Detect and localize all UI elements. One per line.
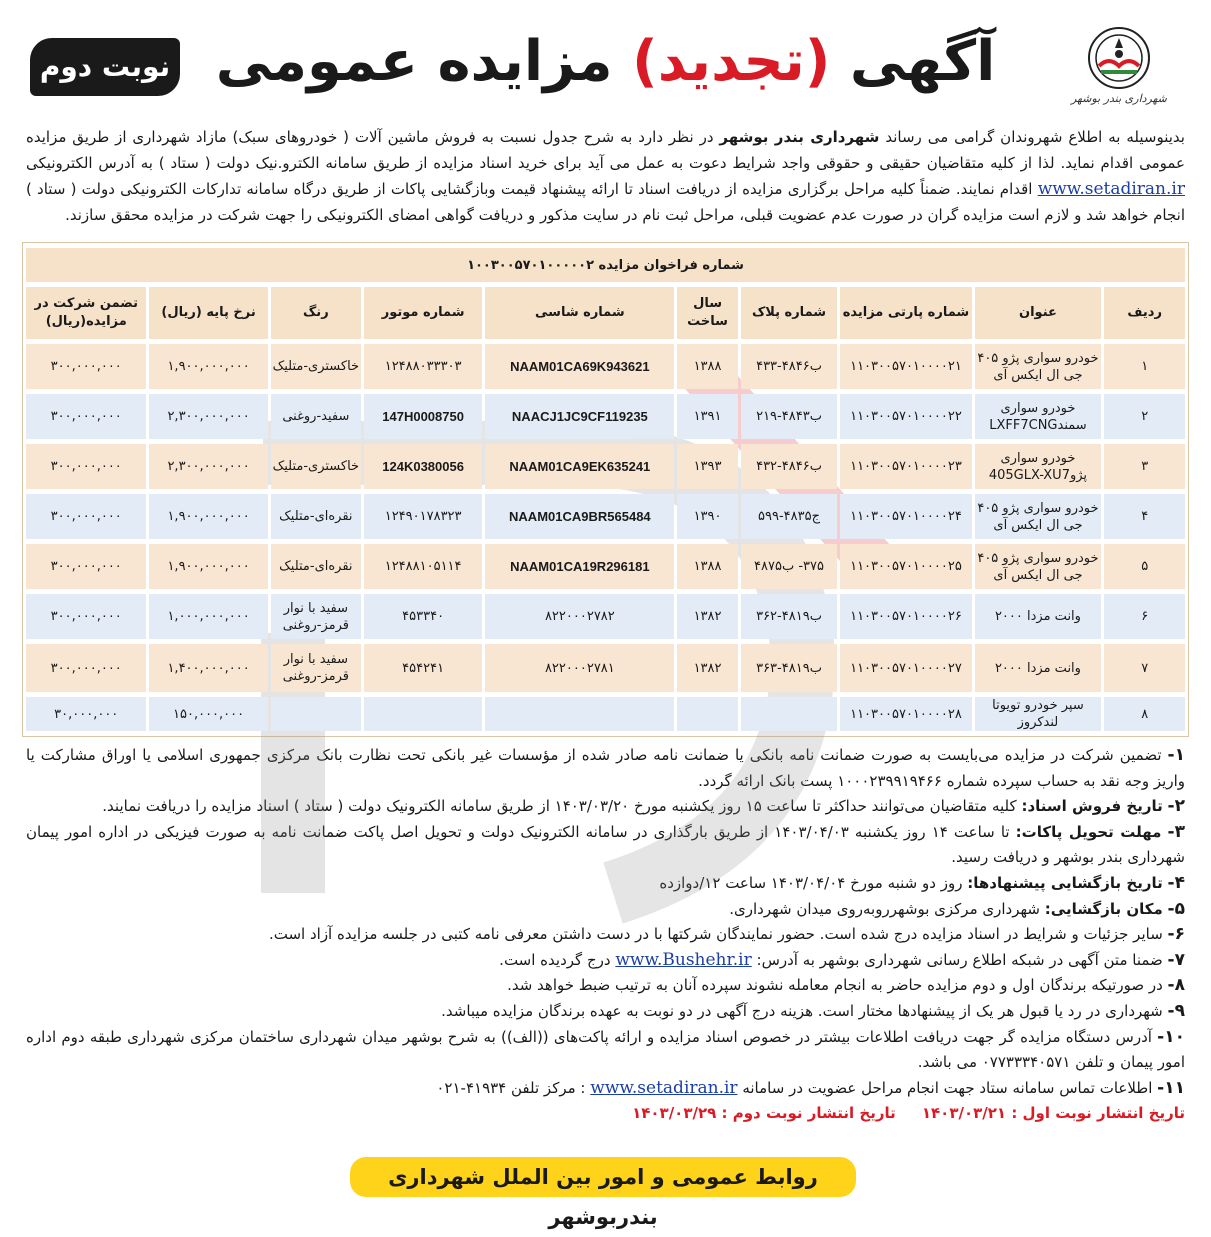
table-row <box>26 594 1185 639</box>
cell-base-price: ۱,۹۰۰,۰۰۰,۰۰۰ <box>149 344 267 389</box>
condition-text-end: درج گردیده است. <box>499 950 611 969</box>
setad-link-2[interactable]: www.setadiran.ir <box>590 1077 738 1098</box>
cell-row-no: ۱ <box>1104 344 1185 389</box>
table-row <box>26 644 1185 692</box>
condition-text: شهرداری مرکزی بوشهرروبه‌روی میدان شهرداری. <box>729 899 1040 918</box>
cell-lot-number: ۱۱۰۳۰۰۵۷۰۱۰۰۰۰۲۱ <box>840 344 971 389</box>
cell-base-price: ۱,۹۰۰,۰۰۰,۰۰۰ <box>149 494 267 539</box>
cell-chassis: NAACJ1JC9CF119235 <box>485 394 674 439</box>
logo-caption: شهرداری بندر بوشهر <box>1071 92 1167 105</box>
footer-banner: روابط عمومی و امور بین الملل شهرداری بندربوشهر <box>350 1157 856 1197</box>
condition-number: ۱- <box>1167 745 1185 765</box>
cell-chassis: NAAM01CA9EK635241 <box>485 444 674 489</box>
cell-lot-number: ۱۱۰۳۰۰۵۷۰۱۰۰۰۰۲۷ <box>840 644 971 692</box>
first-pub-date: ۱۴۰۳/۰۳/۲۱ <box>921 1104 1007 1123</box>
call-number: شماره فراخوان مزایده ۱۰۰۳۰۰۵۷۰۱۰۰۰۰۰۲ <box>26 248 1185 282</box>
cell-deposit: ۳۰۰,۰۰۰,۰۰۰ <box>26 594 146 639</box>
cell-chassis: ۸۲۲۰۰۰۲۷۸۱ <box>485 644 674 692</box>
intro-paragraph <box>22 124 1189 228</box>
table-row <box>26 544 1185 589</box>
condition-item <box>26 743 1185 794</box>
table-header-row <box>26 287 1185 339</box>
cell-lot-number: ۱۱۰۳۰۰۵۷۰۱۰۰۰۰۲۶ <box>840 594 971 639</box>
condition-item <box>26 1025 1185 1076</box>
cell-title: خودرو سواری پژو ۴۰۵ جی ال ایکس آی <box>975 544 1102 589</box>
cell-plate: ب۴۸۴۶-۴۳۲ <box>741 444 838 489</box>
col-header-deposit: تضمن شرکت در مزایده(ریال) <box>26 287 146 339</box>
cell-engine: ۴۵۴۲۴۱ <box>364 644 482 692</box>
table-row <box>26 494 1185 539</box>
cell-deposit: ۳۰۰,۰۰۰,۰۰۰ <box>26 344 146 389</box>
cell-base-price: ۱,۰۰۰,۰۰۰,۰۰۰ <box>149 594 267 639</box>
cell-title: وانت مزدا ۲۰۰۰ <box>975 594 1102 639</box>
cell-engine <box>364 697 482 731</box>
cell-year: ۱۳۹۳ <box>677 444 737 489</box>
cell-lot-number: ۱۱۰۳۰۰۵۷۰۱۰۰۰۰۲۴ <box>840 494 971 539</box>
condition-text: در صورتیکه برندگان اول و دوم مزایده حاضر به انجام معامله نشوند سپرده آنان به ترتیب ضبط خواهد شد. <box>507 976 1163 995</box>
condition-text: شهرداری در رد یا قبول هر یک از پیشنهادها مختار است. هزینه درج آگهی در دو نوبت به عهده برندگان مزایده میباشد. <box>441 1001 1163 1020</box>
condition-item <box>26 794 1185 820</box>
condition-title: مهلت تحویل پاکات: <box>1015 822 1162 841</box>
auction-table <box>23 243 1188 736</box>
condition-text: روز دو شنبه مورخ ۱۴۰۳/۰۴/۰۴ ساعت ۱۲/دوازده <box>659 873 963 892</box>
cell-row-no: ۷ <box>1104 644 1185 692</box>
cell-lot-number: ۱۱۰۳۰۰۵۷۰۱۰۰۰۰۲۵ <box>840 544 971 589</box>
cell-title: خودرو سواری پژو405GLX-XU7 <box>975 444 1102 489</box>
cell-title: وانت مزدا ۲۰۰۰ <box>975 644 1102 692</box>
condition-item <box>26 973 1185 999</box>
col-header-title: عنوان <box>975 287 1102 339</box>
cell-chassis <box>485 697 674 731</box>
col-header-engine: شماره موتور <box>364 287 482 339</box>
cell-color: نقره‌ای-متلیک <box>271 544 361 589</box>
condition-text-end: : مرکز تلفن ۴۱۹۳۴-۰۲۱ <box>436 1078 586 1097</box>
table-caption-row <box>26 248 1185 282</box>
cell-deposit: ۳۰۰,۰۰۰,۰۰۰ <box>26 444 146 489</box>
cell-engine: 124K0380056 <box>364 444 482 489</box>
condition-number: ۹- <box>1167 1000 1185 1021</box>
condition-text: آدرس دستگاه مزایده گر جهت دریافت اطلاعات بیشتر در خصوص اسناد مزایده و ارائه پاکت‌های ((الف)) به شرح بوشهر میدان شهرداری ساختمان مرکزی شهرداری طبقه دوم اداره امور پیمان و تلفن ۰۷۷۳۳۳۴۰۵۷۱ می باشد. <box>26 1027 1185 1072</box>
cell-color: خاکستری-متلیک <box>271 444 361 489</box>
title-suffix: مزایده عمومی <box>215 29 613 94</box>
cell-engine: 147H0008750 <box>364 394 482 439</box>
cell-base-price: ۲,۳۰۰,۰۰۰,۰۰۰ <box>149 444 267 489</box>
second-round-badge: نوبت دوم <box>30 38 180 96</box>
col-header-lot-number: شماره پارتی مزایده <box>840 287 971 339</box>
cell-chassis: ۸۲۲۰۰۰۲۷۸۲ <box>485 594 674 639</box>
cell-row-no: ۶ <box>1104 594 1185 639</box>
cell-year <box>677 697 737 731</box>
bushehr-link[interactable]: www.Bushehr.ir <box>615 949 752 970</box>
cell-base-price: ۱,۹۰۰,۰۰۰,۰۰۰ <box>149 544 267 589</box>
cell-plate: ۳۷۵- ب۴۸۷۵ <box>741 544 838 589</box>
condition-item <box>26 999 1185 1025</box>
cell-row-no: ۵ <box>1104 544 1185 589</box>
cell-plate <box>741 697 838 731</box>
table-row <box>26 697 1185 731</box>
cell-color <box>271 697 361 731</box>
cell-engine: ۱۲۴۹۰۱۷۸۳۲۳ <box>364 494 482 539</box>
cell-deposit: ۳۰۰,۰۰۰,۰۰۰ <box>26 394 146 439</box>
col-header-color: رنگ <box>271 287 361 339</box>
cell-year: ۱۳۸۸ <box>677 344 737 389</box>
cell-row-no: ۸ <box>1104 697 1185 731</box>
setad-link[interactable]: www.setadiran.ir <box>1037 179 1185 199</box>
condition-title: مکان بازگشایی: <box>1044 899 1163 918</box>
cell-lot-number: ۱۱۰۳۰۰۵۷۰۱۰۰۰۰۲۲ <box>840 394 971 439</box>
cell-row-no: ۲ <box>1104 394 1185 439</box>
col-header-row-no: ردیف <box>1104 287 1185 339</box>
table-row <box>26 344 1185 389</box>
condition-number: ۷- <box>1167 949 1185 970</box>
title-renewal: (تجدید) <box>632 29 831 94</box>
cell-engine: ۱۲۴۸۸۱۰۵۱۱۴ <box>364 544 482 589</box>
cell-deposit: ۳۰۰,۰۰۰,۰۰۰ <box>26 644 146 692</box>
cell-plate: ج۴۸۳۵-۵۹۹ <box>741 494 838 539</box>
condition-number: ۱۱- <box>1157 1077 1185 1098</box>
condition-title: تاریخ بازگشایی پیشنهادها: <box>967 873 1163 892</box>
table-row <box>26 394 1185 439</box>
cell-plate: ب۴۸۱۹-۳۶۳ <box>741 644 838 692</box>
condition-item <box>26 820 1185 871</box>
cell-chassis: NAAM01CA9BR565484 <box>485 494 674 539</box>
condition-item <box>26 948 1185 974</box>
cell-chassis: NAAM01CA19R296181 <box>485 544 674 589</box>
condition-text: سایر جزئیات و شرایط در اسناد مزایده درج شده است. حضور نمایندگان شرکتها با در دست داشتن معرفی نامه کتبی در جلسه مزایده آزاد است. <box>268 925 1163 944</box>
second-pub-date: ۱۴۰۳/۰۳/۲۹ <box>632 1104 717 1123</box>
col-header-year: سال ساخت <box>677 287 737 339</box>
title-prefix: آگهی <box>849 29 996 94</box>
condition-text: تا ساعت ۱۴ روز یکشنبه ۱۴۰۳/۰۴/۰۳ از طریق بارگذاری در سامانه الکترونیک دولت و تحویل اصل پاکت ضمانت نامه به صورت فیزیکی در اداره امور پیمان شهرداری بندر بوشهر و دریافت رسید. <box>26 822 1185 867</box>
condition-text: ضمنا متن آگهی در شبکه اطلاع رسانی شهرداری بوشهر به آدرس: <box>756 950 1163 969</box>
cell-base-price: ۱۵۰,۰۰۰,۰۰۰ <box>149 697 267 731</box>
condition-text: تضمین شرکت در مزایده می‌بایست به صورت ضمانت نامه بانکی یا ضمانت نامه صادر شده از مؤسسات غیر بانکی تحت نظارت بانک مرکزی جمهوری اسلامی یا اوراق مشارکت یا واریز وجه نقد به حساب سپرده شماره ۱۰۰۰۲۳۹۹۱۹۴۶۶ پست بانک ارائه گردد. <box>26 746 1185 790</box>
cell-color: خاکستری-متلیک <box>271 344 361 389</box>
header <box>22 0 1189 122</box>
cell-engine: ۴۵۳۳۴۰ <box>364 594 482 639</box>
cell-color: سفید با نوار قرمز-روغنی <box>271 644 361 692</box>
auction-table-wrapper <box>22 242 1189 737</box>
condition-text: اطلاعات تماس سامانه ستاد جهت انجام مراحل عضویت در سامانه <box>742 1078 1153 1097</box>
cell-deposit: ۳۰۰,۰۰۰,۰۰۰ <box>26 494 146 539</box>
intro-part-3: اقدام نمایند. ضمناً کلیه مراحل برگزاری مزایده از دریافت اسناد تا ارائه پیشنهاد قیمت وبازگشایی پاکات از طریق درگاه سامانه تدارکات الکترونیکی دولت ( ستاد ) انجام خواهد شد و لازم است مزایده گران در صورت عدم عضویت قبلی، مراحل ثبت نام در سایت مذکور و دریافت گواهی امضای الکترونیکی را جهت شرکت در مزایده محقق سازند. <box>26 180 1185 224</box>
condition-number: ۸- <box>1167 975 1185 996</box>
publication-dates <box>22 1101 1189 1125</box>
cell-chassis: NAAM01CA69K943621 <box>485 344 674 389</box>
col-header-base-price: نرخ پایه (ریال) <box>149 287 267 339</box>
cell-deposit: ۳۰,۰۰۰,۰۰۰ <box>26 697 146 731</box>
cell-plate: ب۴۸۴۶-۴۳۳ <box>741 344 838 389</box>
condition-text: کلیه متقاضیان می‌توانند حداکثر تا ساعت ۱۵ روز یکشنبه مورخ ۱۴۰۳/۰۳/۲۰ از طریق سامانه الکترونیک دولت ( ستاد ) اسناد مزایده را دریافت نمایند. <box>102 797 1017 816</box>
first-pub-label: تاریخ انتشار نوبت اول : <box>1011 1104 1185 1123</box>
cell-row-no: ۴ <box>1104 494 1185 539</box>
cell-color: سفید با نوار قرمز-روغنی <box>271 594 361 639</box>
cell-engine: ۱۲۴۸۸۰۳۳۳۰۳ <box>364 344 482 389</box>
intro-org-name: شهرداری بندر بوشهر <box>719 128 880 146</box>
cell-plate: ب۴۸۱۹-۳۶۲ <box>741 594 838 639</box>
cell-year: ۱۳۹۱ <box>677 394 737 439</box>
condition-number: ۲- <box>1167 796 1185 817</box>
condition-number: ۴- <box>1167 872 1185 893</box>
cell-lot-number: ۱۱۰۳۰۰۵۷۰۱۰۰۰۰۲۳ <box>840 444 971 489</box>
cell-year: ۱۳۹۰ <box>677 494 737 539</box>
table-row <box>26 444 1185 489</box>
condition-item <box>26 897 1185 923</box>
cell-deposit: ۳۰۰,۰۰۰,۰۰۰ <box>26 544 146 589</box>
cell-title: خودرو سواری پژو ۴۰۵ جی ال ایکس آی <box>975 494 1102 539</box>
cell-year: ۱۳۸۲ <box>677 644 737 692</box>
cell-lot-number: ۱۱۰۳۰۰۵۷۰۱۰۰۰۰۲۸ <box>840 697 971 731</box>
cell-color: نقره‌ای-متلیک <box>271 494 361 539</box>
cell-title: خودرو سواری سمندLXFF7CNG <box>975 394 1102 439</box>
intro-part-2: در نظر دارد به شرح جدول نسبت به فروش ماشین آلات ( خودروهای سبک) مازاد شهرداری از طریق مزایده عمومی اقدام نماید. لذا از کلیه متقاضیان حقیقی و حقوقی واجد شرایط دعوت به عمل می آید برای خرید اسناد مزایده از طریق سامانه الکترو.نیک دولت ( ستاد ) به آدرس الکترونیکی <box>26 128 1185 172</box>
condition-number: ۵- <box>1167 898 1185 919</box>
cell-base-price: ۲,۳۰۰,۰۰۰,۰۰۰ <box>149 394 267 439</box>
page-title <box>22 22 1189 102</box>
condition-number: ۶- <box>1167 924 1185 945</box>
cell-color: سفید-روغنی <box>271 394 361 439</box>
cell-base-price: ۱,۴۰۰,۰۰۰,۰۰۰ <box>149 644 267 692</box>
cell-title: سپر خودرو تویوتا لندکروز <box>975 697 1102 731</box>
condition-item <box>26 922 1185 948</box>
cell-row-no: ۳ <box>1104 444 1185 489</box>
condition-title: تاریخ فروش اسناد: <box>1021 797 1163 816</box>
cell-year: ۱۳۸۸ <box>677 544 737 589</box>
condition-number: ۳- <box>1167 821 1185 842</box>
cell-plate: ب۴۸۴۳-۲۱۹ <box>741 394 838 439</box>
condition-item <box>26 1076 1185 1102</box>
intro-part-1: بدینوسیله به اطلاع شهروندان گرامی می رساند <box>885 128 1185 146</box>
condition-item <box>26 871 1185 897</box>
cell-year: ۱۳۸۲ <box>677 594 737 639</box>
col-header-plate: شماره پلاک <box>741 287 838 339</box>
col-header-chassis: شماره شاسی <box>485 287 674 339</box>
condition-number: ۱۰- <box>1157 1026 1185 1047</box>
second-pub-label: تاریخ انتشار نوبت دوم : <box>721 1104 896 1123</box>
cell-title: خودرو سواری پژو ۴۰۵ جی ال ایکس آی <box>975 344 1102 389</box>
conditions-list <box>22 743 1189 1101</box>
